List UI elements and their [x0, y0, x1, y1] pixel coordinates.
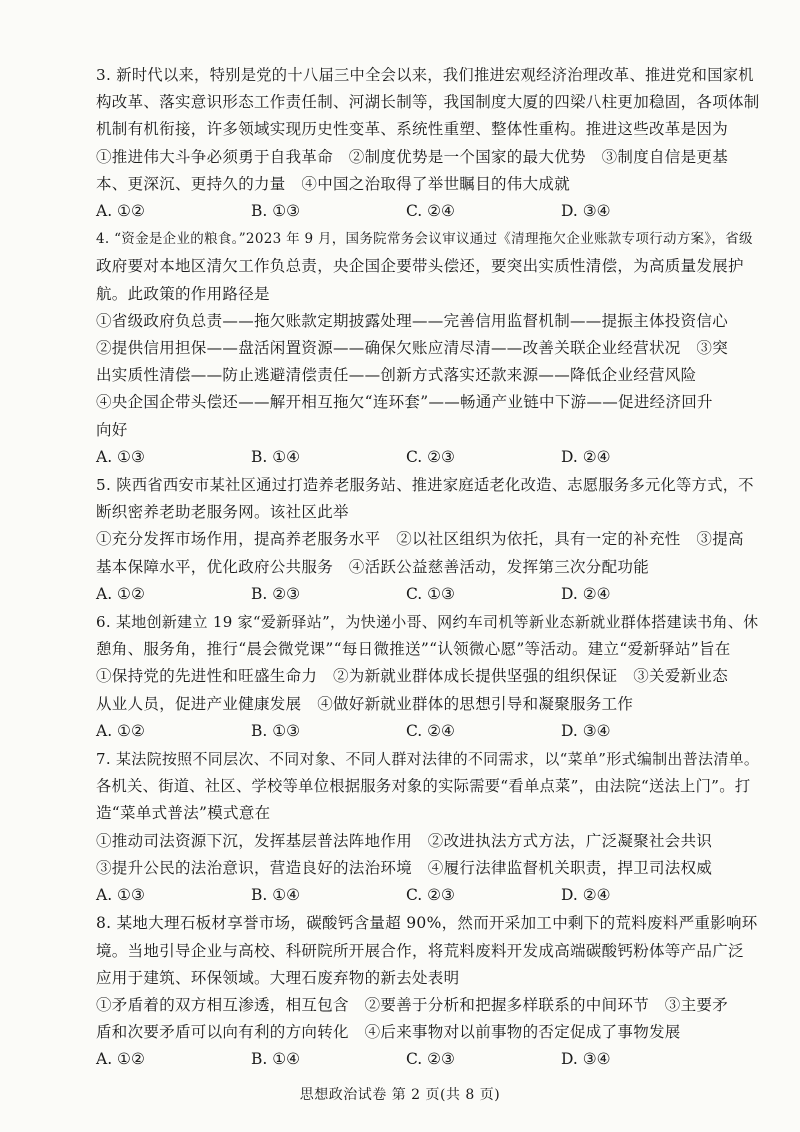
question-line: 从业人员，促进产业健康发展 ④做好新就业群体的思想引导和凝聚服务工作	[96, 694, 634, 713]
question-line: 机制有机衔接，许多领域实现历史性变革、系统性重塑、整体性重构。推进这些改革是因为	[96, 120, 729, 139]
question-line: 5. 陕西省西安市某社区通过打造养老服务站、推进家庭适老化改造、志愿服务多元化等方式，不	[96, 476, 754, 495]
option-b: B. ①③	[251, 202, 301, 221]
question-6	[96, 609, 759, 745]
question-line: 4. “资金是企业的粮食。”2023 年 9 月，国务院常务会议审议通过《清理拖欠企业账款专项行动方案》，省级	[96, 231, 753, 248]
question-line: 各机关、街道、社区、学校等单位根据服务对象的实际需要“看单点菜”，由法院“送法上门”。打	[96, 777, 751, 796]
question-line: 憩角、服务角，推行“晨会微党课”“每日微推送”“认领微心愿”等活动。建立“爱新驿站”旨在	[96, 640, 731, 659]
question-line: 构改革、落实意识形态工作责任制、河湖长制等，我国制度大厦的四梁八柱更加稳固，各项体制	[96, 93, 760, 112]
option-d: D. ③④	[561, 202, 611, 221]
option-a: A. ①②	[96, 202, 145, 221]
question-7	[96, 746, 760, 909]
option-c: C. ①③	[406, 584, 455, 603]
question-line: 6. 某地创新建立 19 家“爱新驿站”，为快递小哥、网约车司机等新业态新就业群体搭建读书角、休	[96, 613, 759, 632]
option-d: D. ③④	[561, 1050, 611, 1069]
option-d: D. ②④	[561, 447, 611, 466]
option-c: C. ②③	[406, 447, 455, 466]
option-a: A. ①③	[96, 447, 145, 466]
option-d: D. ②④	[561, 584, 611, 603]
option-b: B. ①④	[251, 886, 301, 905]
answer-options	[96, 882, 726, 909]
question-line: 断织密养老助老服务网。该社区此举	[96, 503, 349, 522]
question-line: 盾和次要矛盾可以向有利的方向转化 ④后来事物对以前事物的否定促成了事物发展	[96, 1023, 681, 1042]
question-line: ①推进伟大斗争必须勇于自我革命 ②制度优势是一个国家的最大优势 ③制度自信是更基	[96, 147, 729, 166]
option-c: C. ②③	[406, 1050, 455, 1069]
answer-options	[96, 444, 726, 471]
question-line: ②提供信用担保——盘活闲置资源——确保欠账应清尽清——改善关联企业经营状况 ③突	[96, 339, 729, 358]
question-line: ①省级政府负总责——拖欠账款定期披露处理——完善信用监督机制——提振主体投资信心	[96, 311, 729, 330]
question-line: ①矛盾着的双方相互渗透，相互包含 ②要善于分析和把握多样联系的中间环节 ③主要矛	[96, 995, 729, 1014]
question-line: 航。此政策的作用路径是	[96, 284, 270, 303]
answer-options	[96, 198, 726, 225]
question-line: 本、更深沉、更持久的力量 ④中国之治取得了举世瞩目的伟大成就	[96, 174, 571, 193]
option-d: D. ③④	[561, 721, 611, 740]
option-b: B. ①④	[251, 1050, 301, 1069]
question-line: 基本保障水平，优化政府公共服务 ④活跃公益慈善活动，发挥第三次分配功能	[96, 557, 650, 576]
question-line: 境。当地引导企业与高校、科研院所开展合作，将荒料废料开发成高端碳酸钙粉体等产品广泛	[96, 941, 744, 960]
question-8	[96, 910, 758, 1073]
question-line: 造“菜单式普法”模式意在	[96, 804, 271, 823]
question-line: 7. 某法院按照不同层次、不同对象、不同人群对法律的不同需求，以“菜单”形式编制出普法清单。	[96, 750, 760, 769]
option-a: A. ①②	[96, 1050, 145, 1069]
question-4	[96, 226, 753, 471]
option-b: B. ①③	[251, 721, 301, 740]
option-a: A. ①②	[96, 721, 145, 740]
question-line: 政府要对本地区清欠工作负总责，央企国企要带头偿还，要突出实质性清偿，为高质量发展护	[96, 257, 744, 276]
question-line: ④央企国企带头偿还——解开相互拖欠“连环套”——畅通产业链中下游——促进经济回升	[96, 393, 713, 412]
question-line: 3. 新时代以来，特别是党的十八届三中全会以来，我们推进宏观经济治理改革、推进党和国家机	[96, 66, 754, 84]
question-3	[96, 62, 760, 225]
question-line: 出实质性清偿——防止逃避清偿责任——创新方式落实还款来源——降低企业经营风险	[96, 366, 697, 385]
question-line: 8. 某地大理石板材享誉市场，碳酸钙含量超 90%，然而开采加工中剩下的荒料废料严重影响环	[96, 914, 758, 933]
question-list	[96, 62, 760, 1074]
question-line: ①保持党的先进性和旺盛生命力 ②为新就业群体成长提供坚强的组织保证 ③关爱新业态	[96, 667, 729, 686]
option-d: D. ②④	[561, 886, 611, 905]
option-c: C. ②③	[406, 886, 455, 905]
question-line: 应用于建筑、环保领域。大理石废弃物的新去处表明	[96, 968, 460, 987]
question-line: ①充分发挥市场作用，提高养老服务水平 ②以社区组织为依托，具有一定的补充性 ③提高	[96, 530, 744, 549]
question-line: ③提升公民的法治意识，营造良好的法治环境 ④履行法律监督机关职责，捍卫司法权威	[96, 858, 713, 877]
page-footer: 思想政治试卷 第 2 页(共 8 页)	[299, 1087, 501, 1103]
option-b: B. ①④	[251, 447, 301, 466]
question-line: ①推动司法资源下沉，发挥基层普法阵地作用 ②改进执法方式方法，广泛凝聚社会共识	[96, 831, 713, 850]
option-a: A. ①③	[96, 886, 145, 905]
answer-options	[96, 581, 726, 608]
answer-options	[96, 718, 726, 745]
answer-options	[96, 1046, 726, 1073]
question-line: 向好	[96, 420, 128, 439]
question-5	[96, 472, 754, 608]
option-c: C. ②④	[406, 202, 455, 221]
option-a: A. ①②	[96, 584, 145, 603]
option-c: C. ②④	[406, 721, 455, 740]
option-b: B. ②③	[251, 584, 301, 603]
